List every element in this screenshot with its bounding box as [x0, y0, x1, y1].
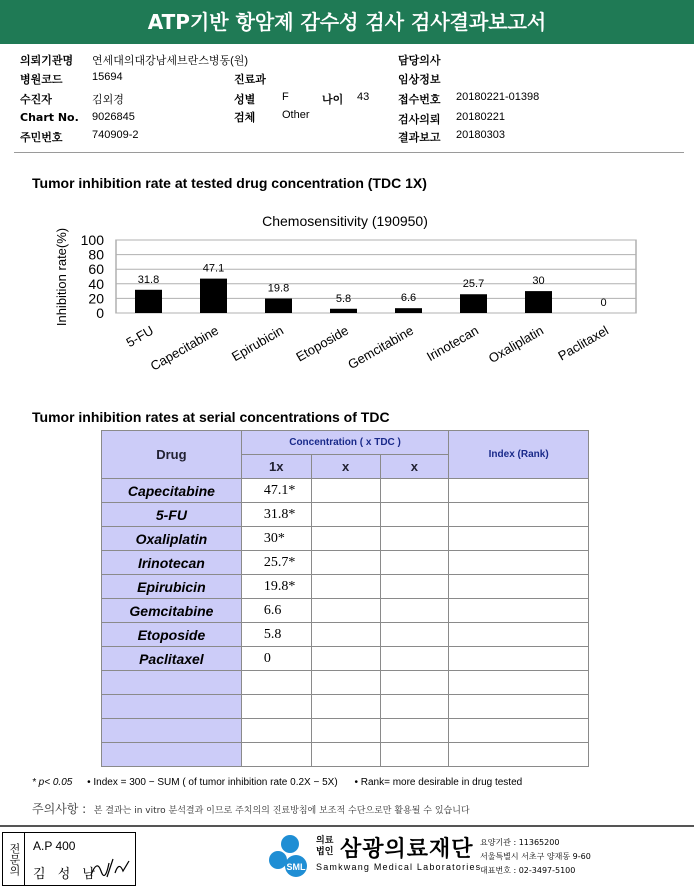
- chart-category-label: Gemcitabine: [345, 322, 416, 373]
- conc-1x-value-cell: [241, 695, 311, 719]
- chart-data-label: 6.6: [400, 292, 417, 305]
- conc-1x-value-cell: 6.6: [241, 599, 311, 623]
- conc-x-value-cell: [380, 743, 449, 767]
- chart-category-label: Etoposide: [293, 322, 351, 365]
- conc-1x-value-cell: 47.1*: [241, 479, 311, 503]
- chart-data-label: 31.8: [137, 273, 160, 286]
- drug-name-cell: [102, 743, 242, 767]
- chart-y-tick-label: 80: [88, 246, 104, 263]
- conc-1x-value-cell: 19.8*: [241, 575, 311, 599]
- chart-data-label: 19.8: [267, 282, 290, 295]
- clinical-info-label: 임상정보: [398, 73, 441, 86]
- chart-category-label: 5-FU: [123, 322, 156, 351]
- conc-x-value-cell: [311, 623, 380, 647]
- request-date-value: 20180221: [456, 111, 505, 123]
- conc-x-value-cell: [380, 503, 449, 527]
- conc-1x-value-cell: [241, 719, 311, 743]
- conc-x-value-cell: [311, 695, 380, 719]
- table-row: [102, 599, 589, 623]
- section1-title: Tumor inhibition rate at tested drug concentration (TDC 1X): [32, 175, 427, 191]
- table-row: [102, 527, 589, 551]
- index-rank-cell: [449, 479, 589, 503]
- table-row: [102, 479, 589, 503]
- specimen-label: 검체: [234, 111, 256, 124]
- conc-x-value-cell: [311, 671, 380, 695]
- conc-1x-value-cell: 30*: [241, 527, 311, 551]
- chart-bar: [265, 299, 292, 313]
- index-rank-cell: [449, 551, 589, 575]
- chart-y-tick-label: 60: [88, 261, 104, 278]
- lab-code: 요양기관 : 11365200: [480, 838, 560, 847]
- drug-name-cell: [102, 719, 242, 743]
- pathologist-sign-box: [2, 832, 136, 886]
- conc-1x-value-cell: [241, 671, 311, 695]
- divider: [14, 152, 684, 153]
- conc-x-value-cell: [380, 575, 449, 599]
- chart-category-label: Irinotecan: [424, 322, 481, 365]
- index-rank-cell: [449, 671, 589, 695]
- lab-phone: 대표번호 : 02-3497-5100: [480, 866, 576, 875]
- specialist-label: 전문의: [3, 833, 25, 885]
- conc-1x-value-cell: 5.8: [241, 623, 311, 647]
- report-date-value: 20180303: [456, 129, 505, 141]
- table-row: [102, 503, 589, 527]
- drug-name-cell: Oxaliplatin: [102, 527, 242, 551]
- patient-info-section: [0, 52, 694, 148]
- drug-name-cell: [102, 695, 242, 719]
- index-rank-cell: [449, 527, 589, 551]
- conc-1x-value-cell: 31.8*: [241, 503, 311, 527]
- chart-bar: [460, 294, 487, 313]
- chart-plot-frame: [116, 240, 636, 313]
- conc-x-value-cell: [311, 551, 380, 575]
- conc-x-value-cell: [380, 623, 449, 647]
- conc-1x-header: 1x: [241, 455, 311, 479]
- table-row: [102, 671, 589, 695]
- lab-name: 삼광의료재단: [340, 837, 474, 862]
- chart-bar: [525, 291, 552, 313]
- table-row: [102, 743, 589, 767]
- pathologist-name: 김 성 남: [33, 867, 99, 882]
- caution-note: [32, 800, 470, 817]
- request-date-label: 검사의뢰: [398, 113, 441, 126]
- ap-code: A.P 400: [33, 839, 76, 853]
- index-rank-header: Index (Rank): [449, 431, 589, 479]
- chart-y-tick-label: 100: [80, 232, 104, 248]
- conc-x-value-cell: [311, 743, 380, 767]
- chart-y-tick-label: 0: [96, 305, 104, 321]
- index-rank-cell: [449, 623, 589, 647]
- lab-small-2: 법인: [316, 847, 334, 857]
- index-rank-cell: [449, 743, 589, 767]
- index-rank-cell: [449, 575, 589, 599]
- age-value: 43: [357, 91, 370, 103]
- table-row: [102, 719, 589, 743]
- conc-x-value-cell: [311, 479, 380, 503]
- caution-label: 주의사항 :: [32, 802, 87, 816]
- chart-data-label: 47.1: [202, 262, 225, 275]
- lab-street: 서울특별시 서초구 양재동 9-60: [480, 852, 591, 861]
- chart-y-tick-label: 40: [88, 275, 104, 292]
- drug-header: Drug: [102, 431, 242, 479]
- doctor-label: 담당의사: [398, 54, 441, 67]
- institution-value: 연세대의대강남세브란스병동(원): [92, 55, 249, 67]
- hospital-code-label: 병원코드: [20, 73, 63, 86]
- lab-address: [480, 836, 591, 878]
- conc-x-value-cell: [380, 479, 449, 503]
- conc-x-value-cell: [380, 695, 449, 719]
- conc-x-value-cell: [311, 527, 380, 551]
- index-rank-cell: [449, 647, 589, 671]
- drug-name-cell: Etoposide: [102, 623, 242, 647]
- id-no-label: 주민번호: [20, 131, 63, 144]
- index-rank-cell: [449, 695, 589, 719]
- conc-x-value-cell: [311, 575, 380, 599]
- conc-x-value-cell: [380, 647, 449, 671]
- conc-x-value-cell: [380, 671, 449, 695]
- id-no-value: 740909-2: [92, 129, 139, 141]
- lab-small-1: 의료: [316, 836, 334, 846]
- footnotes: [32, 777, 522, 788]
- logo-text: SML: [286, 862, 306, 872]
- index-rank-cell: [449, 719, 589, 743]
- chart-data-label: 0: [600, 297, 607, 309]
- patient-value: 김외경: [92, 94, 124, 106]
- drug-name-cell: Paclitaxel: [102, 647, 242, 671]
- table-row: [102, 623, 589, 647]
- chart-bar: [395, 308, 422, 313]
- report-date-label: 결과보고: [398, 131, 441, 144]
- conc-1x-value-cell: [241, 743, 311, 767]
- sml-logo-icon: [268, 832, 314, 880]
- drug-name-cell: Epirubicin: [102, 575, 242, 599]
- index-rank-cell: [449, 503, 589, 527]
- conc-x-value-cell: [311, 719, 380, 743]
- conc-x-value-cell: [380, 719, 449, 743]
- drug-name-cell: Capecitabine: [102, 479, 242, 503]
- chemosensitivity-chart: [0, 200, 694, 410]
- chart-category-label: Oxaliplatin: [485, 322, 546, 366]
- drug-name-cell: 5-FU: [102, 503, 242, 527]
- conc-x-value-cell: [311, 647, 380, 671]
- conc-x-value-cell: [311, 503, 380, 527]
- table-row: [102, 695, 589, 719]
- chart-no-label: Chart No.: [20, 111, 79, 124]
- drug-name-cell: [102, 671, 242, 695]
- conc-x-header-3: x: [380, 455, 449, 479]
- drug-name-cell: Gemcitabine: [102, 599, 242, 623]
- caution-text: 본 결과는 in vitro 분석결과 이므로 주치의의 진료방침에 보조적 수단으로만 활용될 수 있습니다: [93, 806, 470, 816]
- conc-x-value-cell: [380, 599, 449, 623]
- age-label: 나이: [322, 93, 344, 106]
- institution-label: 의뢰기관명: [20, 54, 74, 67]
- table-row: [102, 551, 589, 575]
- chart-category-label: Capecitabine: [147, 322, 221, 374]
- specimen-value: Other: [282, 109, 310, 121]
- dept-label: 진료과: [234, 73, 266, 86]
- rank-note: • Rank= more desirable in drug tested: [354, 777, 523, 788]
- conc-1x-value-cell: 25.7*: [241, 551, 311, 575]
- drug-name-cell: Irinotecan: [102, 551, 242, 575]
- sex-label: 성별: [234, 93, 256, 106]
- lab-corp-label: [316, 836, 333, 858]
- chart-category-label: Epirubicin: [229, 322, 286, 365]
- chart-no-value: 9026845: [92, 111, 135, 123]
- sex-value: F: [282, 91, 289, 103]
- chart-data-label: 5.8: [335, 292, 352, 305]
- receipt-no-value: 20180221-01398: [456, 91, 540, 103]
- conc-x-header-2: x: [311, 455, 380, 479]
- lab-name-english: Samkwang Medical Laboratories: [316, 862, 482, 872]
- chart-bar: [330, 309, 357, 313]
- table-row: [102, 575, 589, 599]
- serial-concentration-table: [101, 430, 589, 767]
- chart-bar: [200, 279, 227, 313]
- hospital-code-value: 15694: [92, 71, 123, 83]
- conc-1x-value-cell: 0: [241, 647, 311, 671]
- p-value-note: * p< 0.05: [32, 777, 73, 788]
- conc-x-value-cell: [380, 527, 449, 551]
- index-rank-cell: [449, 599, 589, 623]
- conc-x-value-cell: [311, 599, 380, 623]
- patient-label: 수진자: [20, 93, 52, 106]
- chart-data-label: 30: [532, 275, 545, 288]
- index-note: • Index = 300 − SUM ( of tumor inhibition rate 0.2X − 5X): [87, 777, 338, 788]
- signature-image: [89, 855, 133, 881]
- section2-title: Tumor inhibition rates at serial concentrations of TDC: [32, 409, 390, 425]
- chart-data-label: 25.7: [462, 278, 485, 291]
- chart-title: Chemosensitivity (190950): [262, 213, 428, 229]
- concentration-header: Concentration ( x TDC ): [241, 431, 449, 455]
- receipt-no-label: 접수번호: [398, 93, 441, 106]
- chart-bar: [135, 290, 162, 313]
- table-row: [102, 647, 589, 671]
- chart-category-label: Paclitaxel: [555, 322, 611, 364]
- conc-x-value-cell: [380, 551, 449, 575]
- chart-y-tick-label: 20: [88, 290, 104, 307]
- report-title: ATP기반 항암제 감수성 검사 검사결과보고서: [0, 0, 694, 44]
- footer-divider: [0, 825, 694, 827]
- chart-y-axis-label: Inhibition rate(%): [54, 227, 69, 327]
